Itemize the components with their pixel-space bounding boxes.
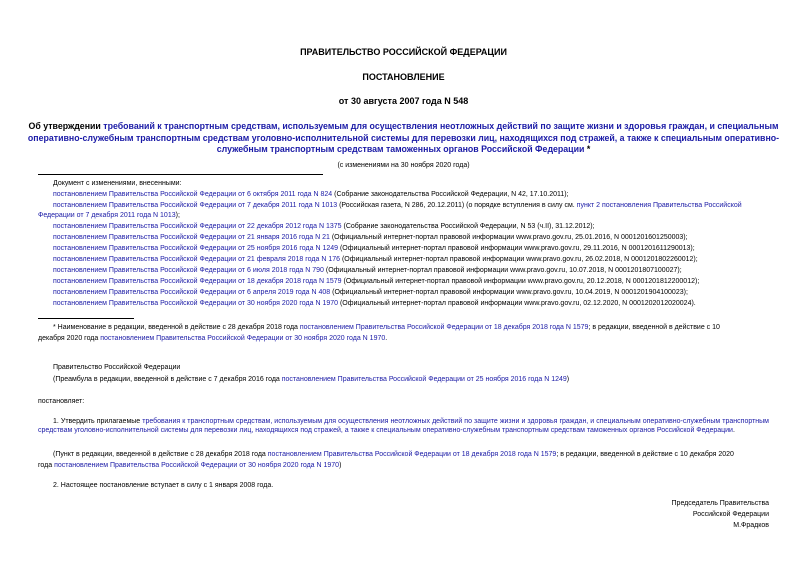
list-item: постановлением Правительства Российской Федерации от 30 ноября 2020 года N 1970 (Официальный интернет-портал правовой информации www.pravo.gov.ru, 02.12.2020, N 0001202012020024). bbox=[53, 300, 696, 307]
preamble-actor: Правительство Российской Федерации bbox=[53, 364, 181, 371]
resolves: постановляет: bbox=[38, 398, 85, 405]
list-item: постановлением Правительства Российской Федерации от 6 июля 2018 года N 790 (Официальный интернет-портал правовой информации www.pravo.gov.ru, 10.07.2018, N 0001201807100027); bbox=[53, 267, 682, 274]
footnote: * Наименование в редакции, введенной в действие с 28 декабря 2018 года постановлением Правительства Российской Федерации от 18 декабря 2018 года N 1579; в редакции, введенной в действие с 10 bbox=[53, 324, 720, 331]
revision-note: (с изменениями на 30 ноября 2020 года) bbox=[337, 162, 470, 169]
item-2: 2. Настоящее постановление вступает в силу с 1 января 2008 года. bbox=[53, 482, 274, 489]
signature-title-1: Председатель Правительства bbox=[671, 500, 769, 507]
list-item: постановлением Правительства Российской Федерации от 21 января 2016 года N 21 (Официальный интернет-портал правовой информации www.pravo.gov.ru, 25.01.2016, N 0001201601250003); bbox=[53, 234, 688, 241]
list-item: постановлением Правительства Российской Федерации от 7 декабря 2011 года N 1013 (Российская газета, N 286, 20.12.2011) (о порядке вступления в силу см. пункт 2 постановления Правительства Российской bbox=[53, 202, 742, 209]
subject-link[interactable]: требований к транспортным средствам, используемым для осуществления неотложных действий по защите жизни и здоровья граждан, и специальным оперативно-служебным транспортным средствам уголовно-исполнительной системы для перевозки лиц, находящихся под стражей, а также к специальным оперативно-служебным транспортным средствам таможенных органов Российской Федерации bbox=[27, 121, 780, 154]
list-item: постановлением Правительства Российской Федерации от 6 апреля 2019 года N 408 (Официальный интернет-портал правовой информации www.pravo.gov.ru, 10.04.2019, N 0001201904100023); bbox=[53, 289, 688, 296]
footnote-continuation: декабря 2020 года постановлением Правительства Российской Федерации от 30 ноября 2020 года N 1970. bbox=[38, 335, 388, 342]
list-item: постановлением Правительства Российской Федерации от 21 февраля 2018 года N 176 (Официальный интернет-портал правовой информации www.pravo.gov.ru, 26.02.2018, N 0001201802260012); bbox=[53, 256, 698, 263]
list-item: постановлением Правительства Российской Федерации от 18 декабря 2018 года N 1579 (Официальный интернет-портал правовой информации www.pravo.gov.ru, 20.12.2018, N 0001201812200012); bbox=[53, 278, 700, 285]
government-title: ПРАВИТЕЛЬСТВО РОССИЙСКОЙ ФЕДЕРАЦИИ bbox=[300, 47, 507, 57]
changes-intro: Документ с изменениями, внесенными: bbox=[53, 180, 182, 187]
item-1-note-continuation: года постановлением Правительства Российской Федерации от 30 ноября 2020 года N 1970) bbox=[38, 462, 342, 469]
preamble-edition: (Преамбула в редакции, введенной в действие с 7 декабря 2016 года постановлением Правительства Российской Федерации от 25 ноября 2016 года N 1249) bbox=[53, 376, 570, 383]
signature-title-2: Российской Федерации bbox=[692, 511, 769, 518]
list-item: постановлением Правительства Российской Федерации от 22 декабря 2012 года N 1375 (Собрание законодательства Российской Федерации, N 53 (ч.II), 31.12.2012); bbox=[53, 223, 595, 230]
footnote-divider bbox=[38, 318, 134, 319]
divider bbox=[38, 174, 323, 175]
doc-date-number: от 30 августа 2007 года N 548 bbox=[338, 96, 469, 106]
item-1: 1. Утвердить прилагаемые требования к транспортным средствам, используемым для осуществления неотложных действий по защите жизни и здоровья граждан, и специальным оперативно-служебным транспортным средствам уголовно-исполнительной системы для перевозки лиц, находящихся под стражей, а также к специальным оперативно-служебным транспортным средствам таможенных органов Российской Федерации. bbox=[38, 418, 769, 434]
list-item-continuation: Федерации от 7 декабря 2011 года N 1013); bbox=[38, 212, 180, 219]
signature-name: М.Фрадков bbox=[733, 522, 769, 529]
item-1-note: (Пункт в редакции, введенной в действие с 28 декабря 2018 года постановлением Правительства Российской Федерации от 18 декабря 2018 года N 1579; в редакции, введенной в действие с 10 декабря 2020 bbox=[53, 451, 734, 458]
list-item: постановлением Правительства Российской Федерации от 6 октября 2011 года N 824 (Собрание законодательства Российской Федерации, N 42, 17.10.2011); bbox=[53, 191, 569, 198]
document-subject: Об утверждении требований к транспортным средствам, используемым для осуществления неотложных действий по защите жизни и здоровья граждан, и специальным оперативно-служебным транспортным средствам уголовно-исполнительной системы для перевозки лиц, находящихся под стражей, а также к специальным оперативно-служебным транспортным средствам таможенных органов Российской Федерации * bbox=[27, 121, 780, 154]
doc-type: ПОСТАНОВЛЕНИЕ bbox=[362, 72, 445, 82]
list-item: постановлением Правительства Российской Федерации от 25 ноября 2016 года N 1249 (Официальный интернет-портал правовой информации www.pravo.gov.ru, 29.11.2016, N 0001201611290013); bbox=[53, 245, 695, 252]
